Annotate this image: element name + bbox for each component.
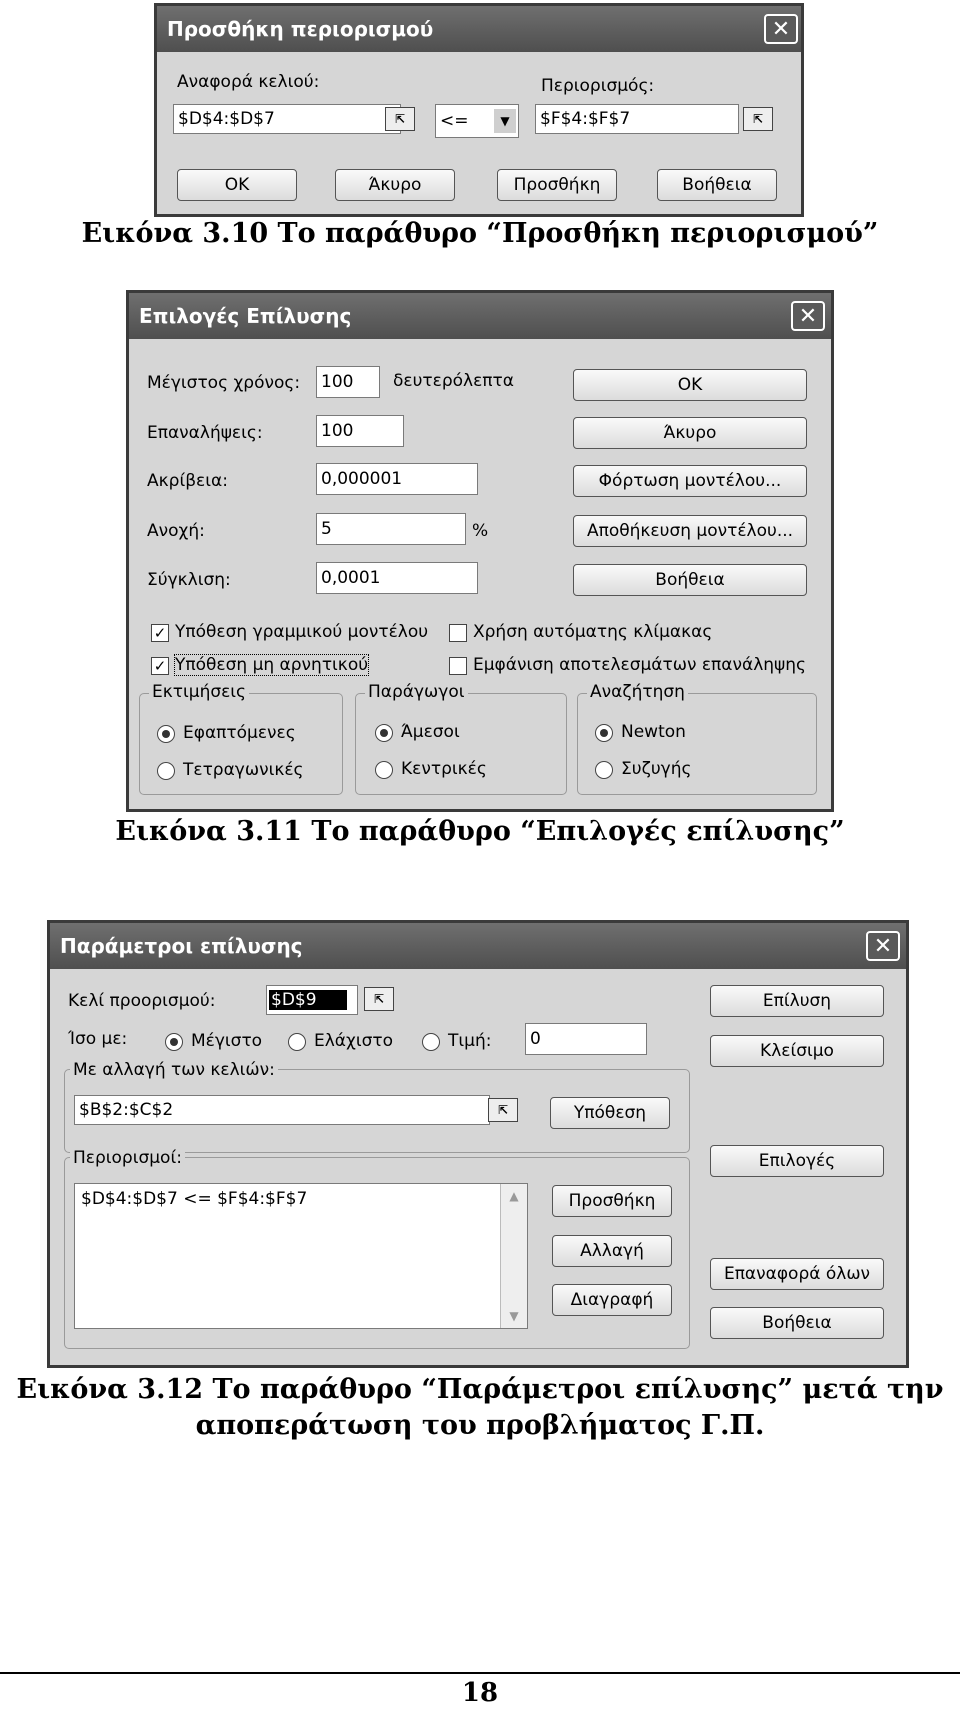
iterations-label: Επαναλήψεις:	[147, 423, 263, 443]
linear-model-label: Υπόθεση γραμμικού μοντέλου	[175, 622, 429, 642]
cell-ref-label: Αναφορά κελιού:	[177, 72, 320, 92]
newton-radio[interactable]	[595, 724, 613, 742]
derivatives-group	[355, 693, 567, 795]
max-radio[interactable]	[165, 1033, 183, 1051]
close-icon[interactable]: ✕	[866, 931, 900, 961]
add-constraint-dialog	[154, 3, 804, 217]
figure-caption: Εικόνα 3.11 Το παράθυρο “Επιλογές επίλυσης”	[115, 816, 845, 847]
add-button[interactable]: Προσθήκη	[552, 1185, 672, 1217]
value-input[interactable]: 0	[525, 1023, 647, 1055]
tangent-radio[interactable]	[157, 725, 175, 743]
conjugate-radio[interactable]	[595, 761, 613, 779]
dialog-title: Επιλογές Επίλυσης	[139, 304, 352, 328]
convergence-input[interactable]: 0,0001	[316, 562, 478, 594]
conjugate-label: Συζυγής	[621, 759, 692, 779]
close-icon[interactable]: ✕	[764, 14, 798, 44]
listbox-scrollbar[interactable]	[500, 1184, 527, 1328]
close-button[interactable]: Κλείσιμο	[710, 1035, 884, 1067]
collapse-dialog-icon[interactable]: ⇱	[743, 107, 773, 131]
delete-button[interactable]: Διαγραφή	[552, 1284, 672, 1316]
chevron-down-icon[interactable]: ▼	[494, 109, 516, 133]
operator-value: <=	[440, 111, 469, 131]
forward-radio[interactable]	[375, 724, 393, 742]
tolerance-label: Ανοχή:	[147, 521, 205, 541]
quadratic-radio[interactable]	[157, 762, 175, 780]
seconds-label: δευτερόλεπτα	[393, 371, 514, 391]
figure-caption-line1: Εικόνα 3.12 Το παράθυρο “Παράμετροι επίλυσης” μετά την	[16, 1374, 944, 1405]
scroll-up-icon[interactable]: ▲	[509, 1189, 519, 1203]
search-group	[577, 693, 817, 795]
operator-select[interactable]	[435, 104, 519, 138]
newton-label: Newton	[621, 722, 686, 742]
max-time-input[interactable]: 100	[316, 366, 380, 398]
forward-label: Άμεσοι	[401, 722, 460, 742]
tolerance-input[interactable]: 5	[316, 513, 466, 545]
convergence-label: Σύγκλιση:	[147, 570, 231, 590]
show-iterations-label: Εμφάνιση αποτελεσμάτων επανάληψης	[473, 655, 806, 675]
central-radio[interactable]	[375, 761, 393, 779]
reset-all-button[interactable]: Επαναφορά όλων	[710, 1258, 884, 1290]
ok-button[interactable]: OK	[573, 369, 807, 401]
tangent-label: Εφαπτόμενες	[183, 723, 296, 743]
options-button[interactable]: Επιλογές	[710, 1145, 884, 1177]
solver-options-dialog	[126, 290, 834, 812]
show-iterations-checkbox[interactable]	[449, 657, 467, 675]
changing-cells-input[interactable]: $B$2:$C$2	[74, 1095, 490, 1125]
help-button[interactable]: Βοήθεια	[657, 169, 777, 201]
search-group-label: Αναζήτηση	[587, 682, 688, 702]
auto-scale-checkbox[interactable]	[449, 624, 467, 642]
constraints-label: Περιορισμοί:	[70, 1148, 185, 1168]
collapse-dialog-icon[interactable]: ⇱	[385, 107, 415, 131]
dialog-title-bar	[50, 923, 906, 969]
cell-ref-input[interactable]: $D$4:$D$7	[173, 104, 401, 134]
help-button[interactable]: Βοήθεια	[573, 564, 807, 596]
constraints-listbox[interactable]	[74, 1183, 528, 1329]
solve-button[interactable]: Επίλυση	[710, 985, 884, 1017]
cancel-button[interactable]: Άκυρο	[335, 169, 455, 201]
figure-caption-line2: αποπεράτωση του προβλήματος Γ.Π.	[195, 1410, 765, 1441]
linear-model-checkbox[interactable]: ✓	[151, 624, 169, 642]
page-number: 18	[461, 1678, 499, 1708]
scroll-down-icon[interactable]: ▼	[509, 1309, 519, 1323]
dialog-title: Παράμετροι επίλυσης	[60, 934, 303, 958]
guess-button[interactable]: Υπόθεση	[550, 1097, 670, 1129]
constraint-input[interactable]: $F$4:$F$7	[535, 104, 739, 134]
max-label: Μέγιστο	[191, 1031, 263, 1051]
collapse-dialog-icon[interactable]: ⇱	[488, 1098, 518, 1122]
footer-divider	[0, 1672, 960, 1674]
figure-caption: Εικόνα 3.10 Το παράθυρο “Προσθήκη περιορισμού”	[81, 218, 879, 249]
dialog-title-bar	[129, 293, 831, 339]
quadratic-label: Τετραγωνικές	[183, 760, 304, 780]
central-label: Κεντρικές	[401, 759, 487, 779]
precision-label: Ακρίβεια:	[147, 471, 228, 491]
value-label: Τιμή:	[448, 1031, 492, 1051]
help-button[interactable]: Βοήθεια	[710, 1307, 884, 1339]
save-model-button[interactable]: Αποθήκευση μοντέλου...	[573, 515, 807, 547]
ok-button[interactable]: OK	[177, 169, 297, 201]
non-negative-checkbox[interactable]: ✓	[151, 657, 169, 675]
target-cell-input[interactable]	[266, 985, 358, 1015]
cancel-button[interactable]: Άκυρο	[573, 417, 807, 449]
max-time-label: Μέγιστος χρόνος:	[147, 373, 301, 393]
percent-label: %	[472, 521, 489, 541]
constraint-item[interactable]: $D$4:$D$7 <= $F$4:$F$7	[81, 1189, 308, 1209]
target-cell-label: Κελί προορισμού:	[68, 991, 216, 1011]
equal-to-label: Ίσο με:	[68, 1029, 128, 1049]
add-button[interactable]: Προσθήκη	[497, 169, 617, 201]
iterations-input[interactable]: 100	[316, 415, 404, 447]
precision-input[interactable]: 0,000001	[316, 463, 478, 495]
derivatives-group-label: Παράγωγοι	[365, 682, 468, 702]
target-cell-value: $D$9	[269, 990, 347, 1010]
auto-scale-label: Χρήση αυτόματης κλίμακας	[473, 622, 713, 642]
constraint-label: Περιορισμός:	[541, 76, 655, 96]
min-label: Ελάχιστο	[314, 1031, 393, 1051]
dialog-title: Προσθήκη περιορισμού	[167, 17, 434, 41]
load-model-button[interactable]: Φόρτωση μοντέλου...	[573, 465, 807, 497]
value-radio[interactable]	[422, 1033, 440, 1051]
non-negative-label: Υπόθεση μη αρνητικού	[175, 655, 369, 675]
collapse-dialog-icon[interactable]: ⇱	[364, 987, 394, 1011]
estimates-group-label: Εκτιμήσεις	[149, 682, 249, 702]
changing-cells-label: Με αλλαγή των κελιών:	[70, 1060, 278, 1080]
solver-parameters-dialog	[47, 920, 909, 1368]
min-radio[interactable]	[288, 1033, 306, 1051]
close-icon[interactable]: ✕	[791, 301, 825, 331]
change-button[interactable]: Αλλαγή	[552, 1235, 672, 1267]
dialog-title-bar	[157, 6, 801, 52]
